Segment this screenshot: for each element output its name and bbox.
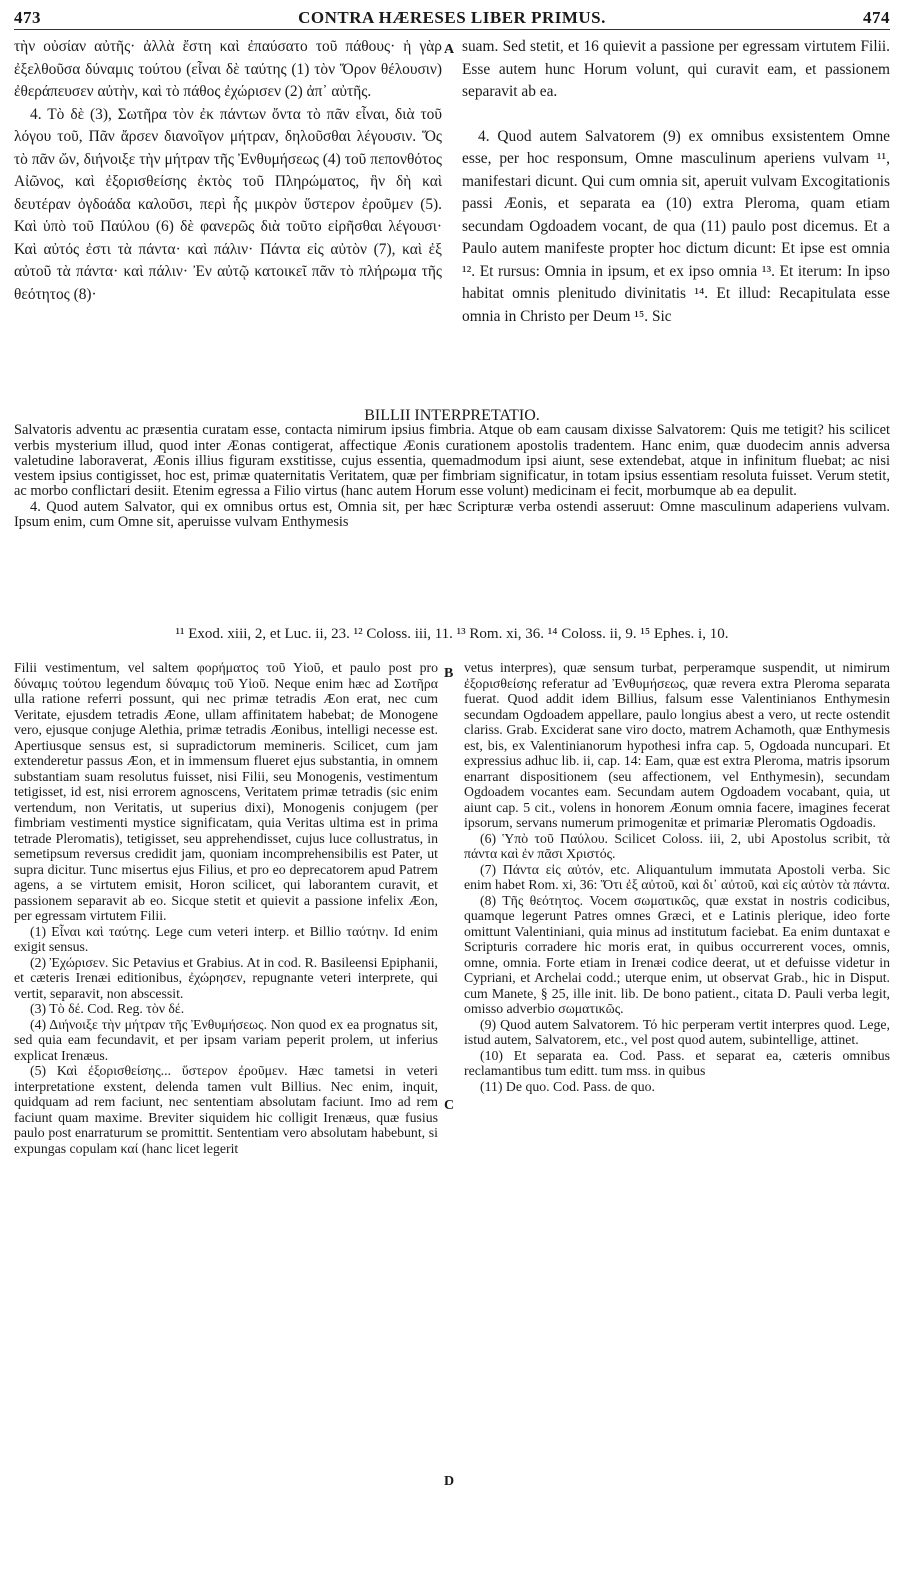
note-4: (4) Διήνοιξε τὴν μήτραν τῆς Ἐνθυμήσεως. Non quod ex ea prognatus sit, sed quia eam fecundavit, et per ipsam variam peperit prolem, ut inferius explicat Irenæus. — [14, 1016, 438, 1063]
note-6: (6) Ὑπὸ τοῦ Παύλου. Scilicet Coloss. iii, 2, ubi Apostolus scribit, τὰ πάντα καὶ ἐν πᾶσι Χριστός. — [464, 830, 890, 861]
billii-heading: BILLII INTERPRETATIO. — [364, 407, 540, 424]
notes-left-column — [14, 660, 438, 1156]
page-number-right: 474 — [863, 8, 890, 27]
billii-paragraph-1: Salvatoris adventu ac præsentia curatam esse, contacta nimirum ipsius fimbria. Atque ob eam causam dixisse Salvatorem: Quis me tetigit? his scilicet verbis mysterium illud, quod inter Æonas contigerat, affectique Æonis curationem apostolis tradentem. Hanc enim, quæ duodecim annis adversa valetudine laboraverat, Æonis illius figuram exstitisse, cujus essentia, quemadmodum ipsi aiunt, sese extendebat, atque in infinitum fluebat; ac nisi vestem ipsius contigisset, hoc est, primæ quaternitatis Veritatem, quæ per fimbriam significatur, in totam ipsius essentiam resoluta fuisset. Verum stetit, ac morbo conflictari desiit. Etenim egressa a Filio virtus (hanc autem Horum esse volunt) medicinam ei fecit, morbumque ab ea depulit. — [14, 422, 890, 500]
note-1: (1) Εἶναι καὶ ταύτης. Lege cum veteri interp. et Billio ταύτην. Id enim exigit sensus. — [14, 923, 438, 954]
note-7: (7) Πάντα εἰς αὐτόν, etc. Aliquantulum immutata Apostoli verba. Sic enim habet Rom. xi, 36: Ὅτι ἐξ αὐτοῦ, καὶ δι᾽ αὐτοῦ, καὶ εἰς αὐτὸν τὰ πάντα. — [464, 861, 890, 892]
margin-letter-b: B — [444, 666, 454, 681]
note-10: (10) Et separata ea. Cod. Pass. et separat ea, cæteris omnibus reclamantibus tum editt. tum mss. in quibus — [464, 1047, 890, 1078]
latin-paragraph-1: suam. Sed stetit, et 16 quievit a passione per egressam virtutem Filii. Esse autem hunc Horum volunt, qui curavit eam, et passionem separavit ab ea. — [462, 38, 890, 100]
billii-section — [14, 408, 890, 530]
margin-letter-d: D — [444, 1474, 455, 1489]
running-header — [14, 4, 890, 30]
latin-paragraph-2: 4. Quod autem Salvatorem (9) ex omnibus exsistentem Omne esse, per hoc responsum, Omne masculinum aperiens vulvam ¹¹, manifestari dicunt. Qui cum omnia sit, aperuit vulvam Excogitationis passi Æonis, et separata ea (10) extra Pleroma, quam etiam secundam Ogdoadem vocant, de qua (11) paulo post dicemus. Et a Paulo autem manifeste propter hoc dictum dicunt: Et ipse est omnia ¹². Et rursus: Omnia in ipsum, et ex ipso omnia ¹³. Et iterum: In ipso habitat omnis plenitudo divinitatis ¹⁴. Et illud: Recapitulata esse omnia in Christo per Deum ¹⁵. Sic — [462, 127, 890, 325]
greek-paragraph-2: 4. Τὸ δὲ (3), Σωτῆρα τὸν ἐκ πάντων ὄντα τὸ πᾶν εἶναι, διὰ τοῦ λόγου τοῦ, Πᾶν ἄρσεν διανοῖγον μήτραν, δηλοῦσθαι λέγουσιν. Ὅς τὸ πᾶν ὤν, διήνοιξε τὴν μήτραν τῆς Ἐνθυμήσεως (4) τοῦ πεπονθότος Αἰῶνος, καὶ ἐξορισθείσης ἐκτὸς τοῦ Πληρώματος, ἣν δὴ καὶ δευτέραν ὀγδοάδα καλοῦσι, περὶ ἧς μικρὸν ὕστερον ἐροῦμεν (5). Καὶ ὑπὸ τοῦ Παύλου (6) δὲ φανερῶς διὰ τοῦτο εἰρῆσθαι λέγουσι· Καὶ αὐτός ἐστι τὰ πάντα· καὶ πάλιν· Πάντα εἰς αὐτὸν (7), καὶ ἐξ αὐτοῦ τὰ πάντα· καὶ πάλιν· Ἐν αὐτῷ κατοικεῖ πᾶν τὸ πλήρωμα τῆς θεότητος (8)· — [14, 105, 442, 303]
billii-paragraph-2: 4. Quod autem Salvator, qui ex omnibus ortus est, Omnia sit, per hæc Scripturæ verba ostendi asseruut: Omne masculinum adaperiens vulvam. Ipsum enim, cum Omne sit, aperuisse vulvam Enthymesis — [14, 498, 890, 531]
greek-paragraph-1: τὴν οὐσίαν αὐτῆς· ἀλλὰ ἔστη καὶ ἐπαύσατο τοῦ πάθους· ἡ γὰρ ἐξελθοῦσα δύναμις τούτου (εἶναι δὲ ταύτης (1) τὸν Ὅρον θέλουσιν) ἐθεράπευσεν αὐτὴν, καὶ τὸ πάθος ἐχώρισεν (2) ἀπ᾽ αὐτῆς. — [14, 38, 442, 100]
scripture-references: ¹¹ Exod. xiii, 2, et Luc. ii, 23. ¹² Coloss. iii, 11. ¹³ Rom. xi, 36. ¹⁴ Coloss. ii, 9. ¹⁵ Ephes. i, 10. — [175, 626, 729, 642]
margin-letter-a: A — [444, 42, 455, 57]
latin-text-column — [462, 36, 890, 328]
note-right-continuation: vetus interpres), quæ sensum turbat, perperamque suspendit, ut nimirum ἐξορισθείσης referatur ad Ἐνθυμήσεως, quæ revera extra Pleroma separata fuerat. Quod addit idem Billius, falsum esse Valentinianos Enthymesin secundam Ogdoadem appellare, paulo longius abest a vero, ut recte ostendit clariss. Grab. Exciderat sane viro docto, matrem Achamoth, quæ Enthymesis est, bis, ex Valentinianorum hypothesi infra cap. 5, Ogdoada nuncupari. Et expressius adhuc lib. ii, cap. 14: Eam, quæ est extra Pleroma, matris ipsorum enarrant dispositionem (seu affectionem, vel Enthymesin), secundam Ogdoadem vocantes eam. Secundam autem Ogdoadem vocabant, quia, ut aiunt cap. 5 cit., volens in honorem Æonum omnia facere, imagines fecerat ipsorum, servans numerum primogenitæ et primariæ Pleromatis Ogdoadis. — [464, 660, 890, 830]
note-3: (3) Τὸ δέ. Cod. Reg. τὸν δέ. — [30, 1001, 185, 1016]
note-left-continuation: Filii vestimentum, vel saltem φορήματος τοῦ Υἱοῦ, et paulo post pro δύναμις τούτου legendum δύναμις τοῦ Υἱοῦ. Neque enim hæc ad Σωτῆρα ulla ratione referri possunt, qui nec primæ tetradis Æon erat, nec cum Veritate, ejusdem tetradis Æone, ullam affinitatem habebat; de Monogene vero, ejusque conjuge Alethia, primæ tetradis Æonibus, intelligi necesse est. Apertiusque sensus est, si supradictorum memineris. Scilicet, cum jam extenderetur passus Æon, et in immensum flueret ejus substantia, in omnem substantiam suam resolutus fuisset, nisi Filii, seu Monogenis, vestimentum tetigisset, id est, nisi errorem agnoscens, Veritatem primæ tetradis (sic enim vertendum, non Veritatis, ut superius dixi), Monogenis conjugem (per fimbriam vestimenti mystice significatam, quia Veritas ultima est in prima tetrade Pleromatis), tetigisset, seu apprehendisset, cujus luce collustratus, in semetipsum reversus credidit jam, quoniam incomprehensibilis est Pater, ut supra dicitur. Tunc misertus ejus Filius, et pro eo deprecatorem apud Patrem agens, a se virtutem emisit, Horon scilicet, qui laborantem curavit, et passionem separavit ab eo. Sicque stetit et quievit a passione infelix Æon, per egressam virtutem Filii. — [14, 660, 438, 923]
notes-right-column — [464, 660, 890, 1094]
note-8: (8) Τῆς θεότητος. Vocem σωματικῶς, quæ exstat in nostris codicibus, quamque legerunt Patres omnes Græci, et e Latinis plerique, ideo forte omittunt Valentiniani, quia minus ad institutum faciebat. Ea enim duntaxat e Scripturis corradere hic moris erat, in quibus occurrerent voces, omnis, omne, omnia. Forte etiam in Irenæi codice deerat, ut et defuisse videtur in Cypriani, et Archelai codd.; uterque enim, ut observat Grab., hic in Disput. cum Manete, § 25, ille init. lib. De bono patient., citata D. Pauli verba legit, omisso adverbio σωματικῶς. — [464, 892, 890, 1016]
header-rule — [14, 29, 890, 30]
note-11: (11) De quo. Cod. Pass. de quo. — [480, 1078, 656, 1094]
note-2: (2) Ἐχώρισεν. Sic Petavius et Grabius. At in cod. R. Basileensi Epiphanii, et cæteris Irenæi editionibus, ἐχώρησεν, repugnante veteri interprete, qui vertit, separavit, non abscessit. — [14, 954, 438, 1001]
note-9: (9) Quod autem Salvatorem. Τό hic perperam vertit interpres quod. Lege, istud autem, Salvatorem, etc., vel post quod autem, subintellige, attinet. — [464, 1016, 890, 1047]
note-5: (5) Καὶ ἐξορισθείσης... ὕστερον ἐροῦμεν. Hæc tametsi in veteri interpretatione exstent, delenda tamen vult Billius. Nec enim, inquit, quidquam ad rem faciunt, nec sententiam absolutam faciunt. Imo ad rem faciunt quam maxime. Breviter siquidem hic colligit Irenæus, quæ fusius paulo post enarraturum se promittit. Sententiam vero absolutam habebunt, si expungas copulam καί (hanc licet legerit — [14, 1063, 438, 1156]
greek-text-column — [14, 36, 442, 306]
page-number-left: 473 — [14, 8, 41, 27]
running-title: CONTRA HÆRESES LIBER PRIMUS. — [298, 8, 606, 27]
margin-letter-c: C — [444, 1098, 455, 1113]
